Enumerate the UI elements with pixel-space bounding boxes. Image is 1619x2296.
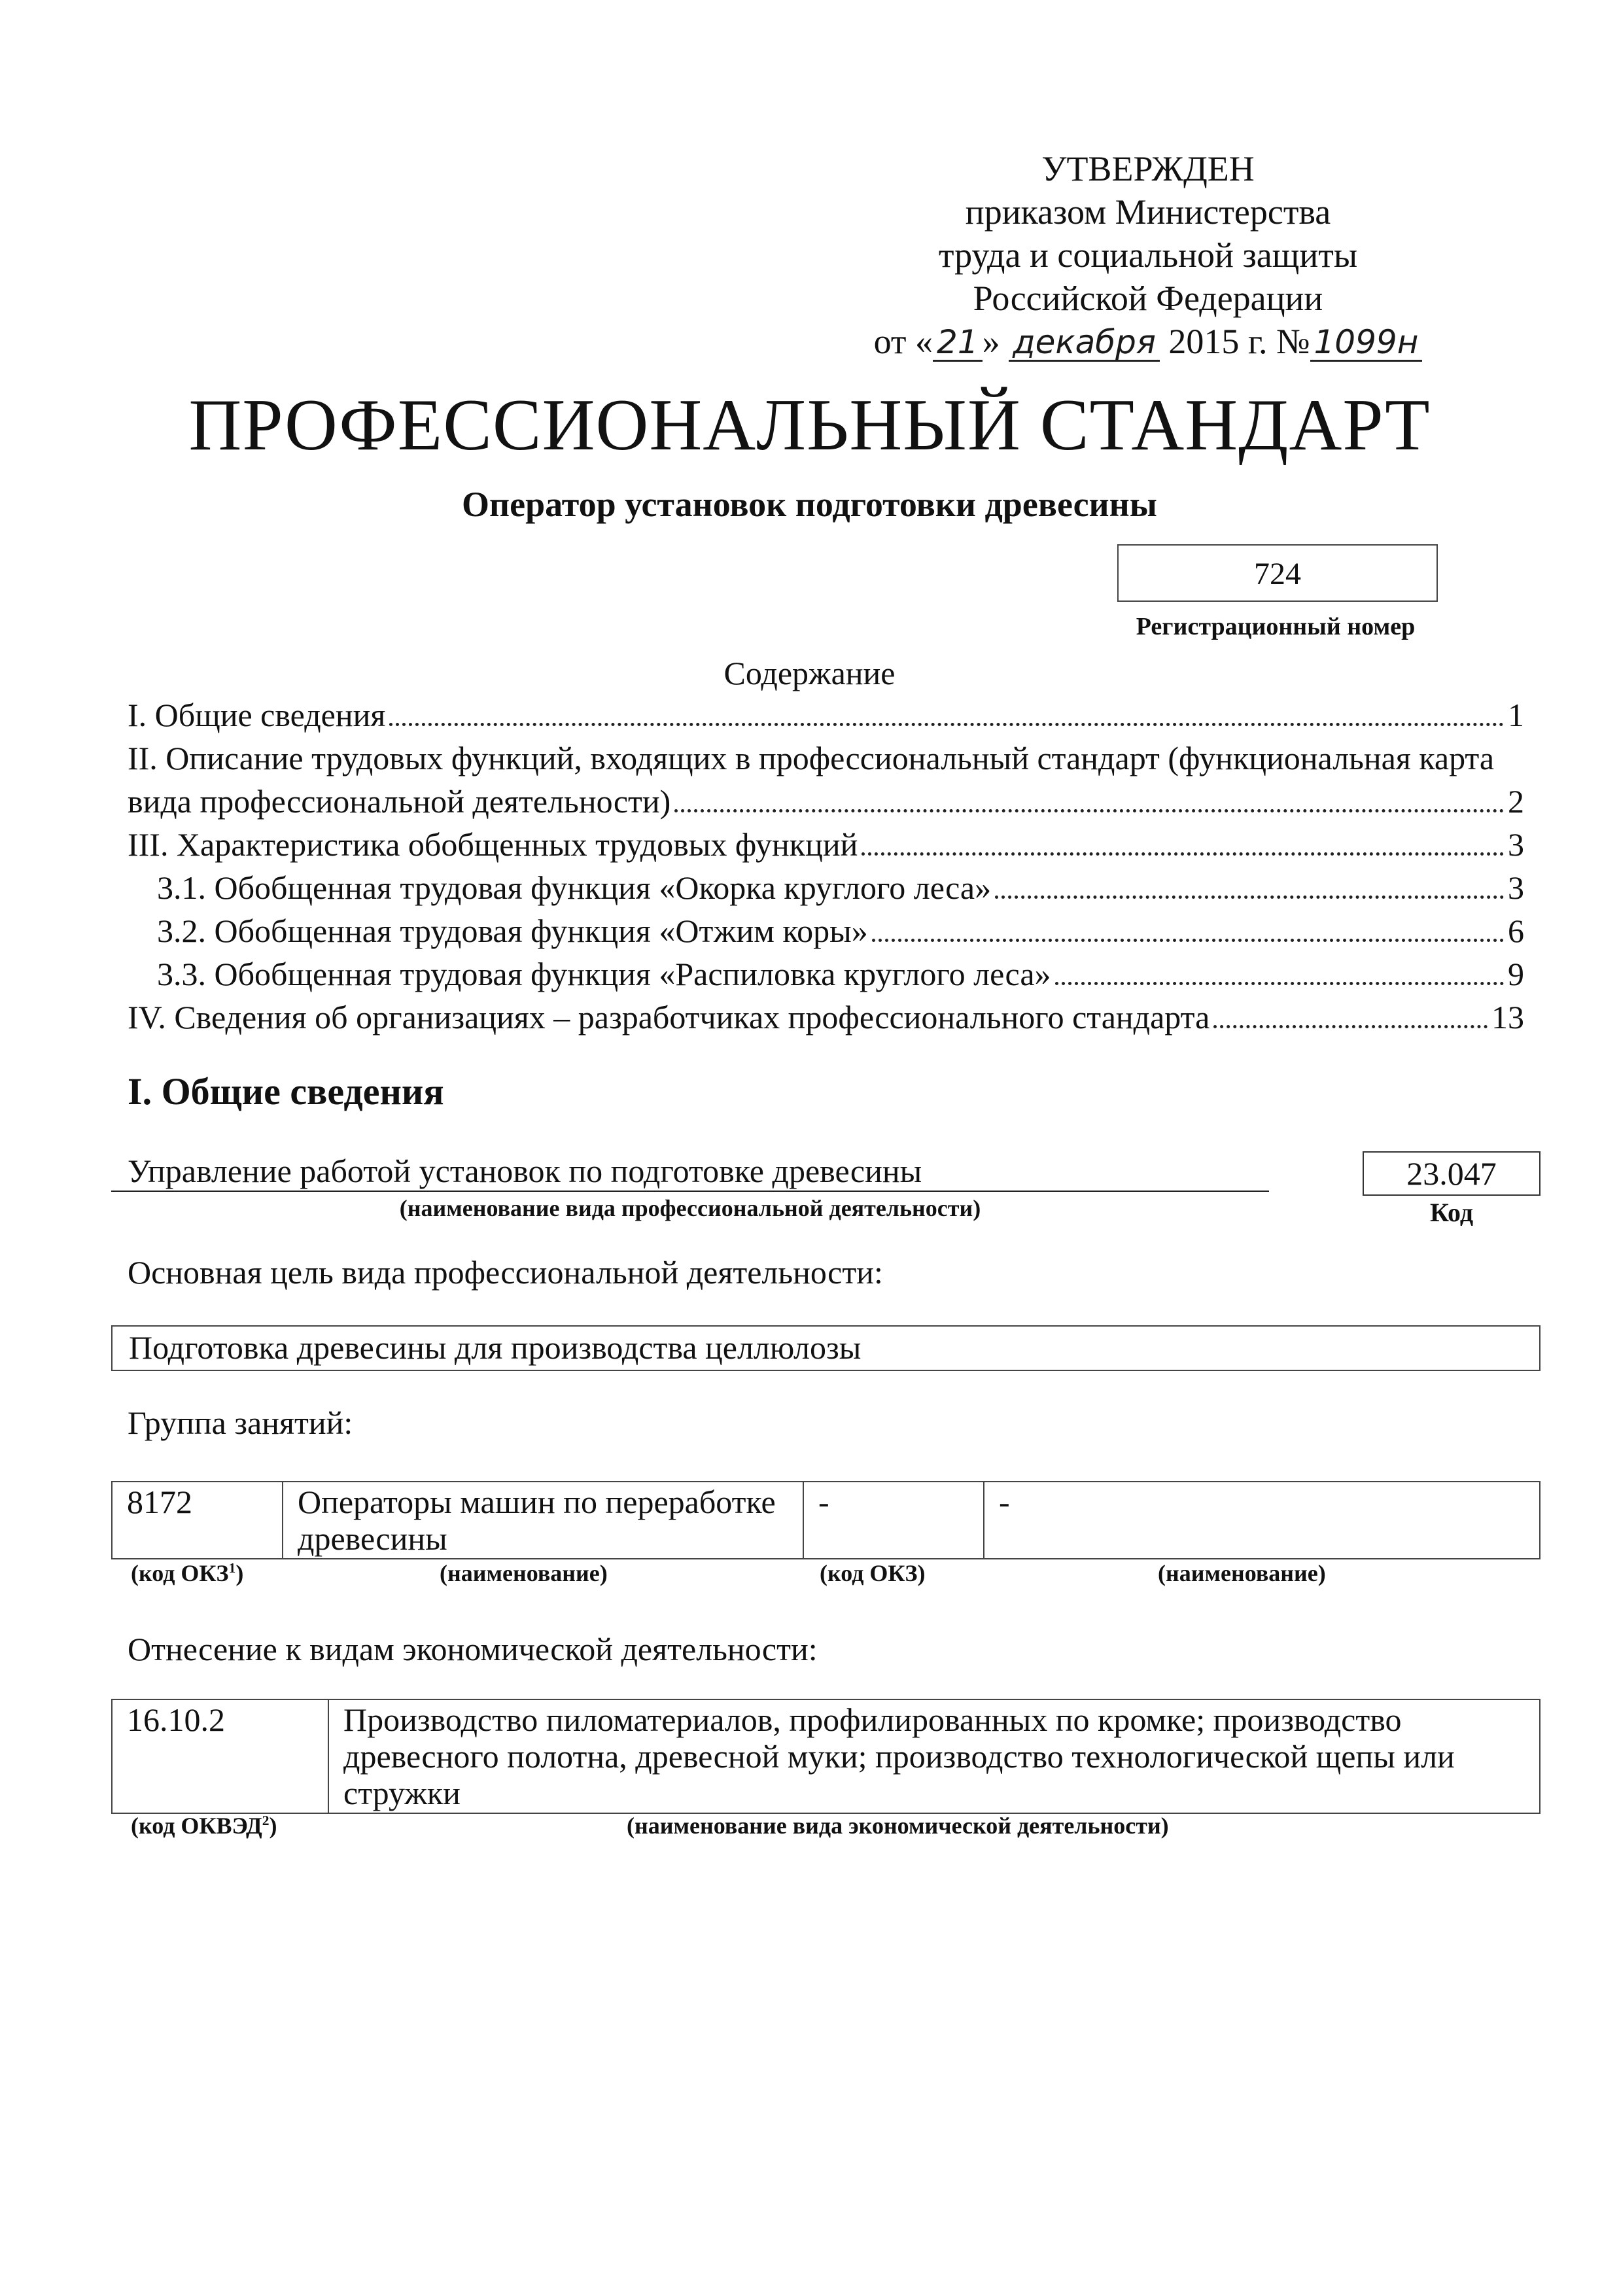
goal-box: Подготовка древесины для производства целлюлозы <box>111 1325 1541 1371</box>
approval-line: УТВЕРЖДЕН <box>1041 149 1255 188</box>
cell-line: древесного полотна, древесной муки; производство технологической щепы или <box>343 1738 1455 1775</box>
toc-item-page: 1 <box>1508 697 1524 733</box>
okz-name-cell <box>283 1482 803 1559</box>
table-of-contents <box>128 693 1524 1039</box>
order-date-line <box>854 320 1442 363</box>
goal-label: Основная цель вида профессиональной деятельности: <box>128 1254 883 1291</box>
toc-item-text: 3.1. Обобщенная трудовая функция «Окорка круглого леса» <box>157 869 992 906</box>
activity-type-name: Управление работой установок по подготовке древесины <box>111 1151 1269 1192</box>
okved-name-cell <box>328 1699 1540 1813</box>
handwritten-order-number: 1099н <box>1310 324 1423 362</box>
toc-item-text: вида профессиональной деятельности) <box>128 783 671 820</box>
groups-label: Группа занятий: <box>128 1404 353 1441</box>
toc-item-text: IV. Сведения об организациях – разработчиках профессионального стандарта <box>128 999 1210 1035</box>
occupation-groups-table <box>111 1481 1541 1559</box>
okved-label: Отнесение к видам экономической деятельности: <box>128 1631 818 1667</box>
toc-item-text: I. Общие сведения <box>128 697 386 733</box>
toc-leader-dots <box>674 809 1504 812</box>
toc-item-page: 3 <box>1508 869 1524 906</box>
handwritten-day: 21 <box>933 324 983 362</box>
okz-code-cell: 8172 <box>112 1482 283 1559</box>
okved-name-caption: (наименование вида экономической деятельности) <box>627 1813 1169 1839</box>
activity-type-caption: (наименование вида профессиональной деятельности) <box>399 1195 981 1221</box>
okz-name-cell: - <box>984 1482 1540 1559</box>
okz-code-cell: - <box>803 1482 984 1559</box>
okz-name-caption: (наименование) <box>440 1560 608 1586</box>
okz-code-caption: (код ОКЗ) <box>820 1560 926 1586</box>
section-heading: I. Общие сведения <box>128 1070 444 1113</box>
toc-item[interactable] <box>128 952 1524 996</box>
approval-line: приказом Министерства <box>965 192 1331 232</box>
toc-item-text: III. Характеристика обобщенных трудовых функций <box>128 826 858 863</box>
toc-item-text: II. Описание трудовых функций, входящих в профессиональный стандарт (функциональная карта <box>128 740 1495 776</box>
okz-name-caption: (наименование) <box>1158 1560 1326 1586</box>
toc-item-text: 3.3. Обобщенная трудовая функция «Распиловка круглого леса» <box>157 956 1051 992</box>
toc-leader-dots <box>862 852 1504 856</box>
handwritten-month: декабря <box>1009 324 1160 362</box>
date-mid: » <box>982 322 1000 361</box>
toc-leader-dots <box>872 939 1504 942</box>
document-subtitle: Оператор установок подготовки древесины <box>462 485 1157 524</box>
toc-item-page: 6 <box>1508 913 1524 949</box>
cell-line: древесины <box>298 1520 447 1557</box>
date-prefix: от « <box>873 322 933 361</box>
toc-item-page: 13 <box>1491 999 1524 1035</box>
toc-item-text: 3.2. Обобщенная трудовая функция «Отжим коры» <box>157 913 868 949</box>
okz-code-caption: (код ОКЗ$^1$) <box>131 1560 244 1586</box>
toc-title: Содержание <box>723 655 896 691</box>
toc-leader-dots <box>1055 982 1504 985</box>
toc-item[interactable] <box>128 737 1524 823</box>
approval-line: Российской Федерации <box>973 279 1323 318</box>
toc-leader-dots <box>995 896 1504 899</box>
toc-leader-dots <box>1213 1025 1488 1028</box>
okved-table <box>111 1699 1541 1814</box>
cell-line: стружки <box>343 1775 461 1811</box>
activity-code-caption: Код <box>1429 1198 1474 1227</box>
toc-item-page: 3 <box>1508 826 1524 863</box>
okved-code-cell: 16.10.2 <box>112 1699 328 1813</box>
toc-leader-dots <box>389 723 1504 726</box>
okved-code-caption: (код ОКВЭД$^2$) <box>131 1813 277 1839</box>
date-year: 2015 г. № <box>1168 322 1310 361</box>
toc-item[interactable] <box>128 693 1524 737</box>
approval-block <box>854 147 1442 363</box>
table-row <box>112 1482 1540 1559</box>
registration-number-box: 724 <box>1117 544 1438 602</box>
document-title: ПРОФЕССИОНАЛЬНЫЙ СТАНДАРТ <box>188 385 1431 466</box>
registration-caption: Регистрационный номер <box>1136 613 1416 640</box>
activity-code-box: 23.047 <box>1363 1151 1541 1196</box>
cell-line: Производство пиломатериалов, профилированных по кромке; производство <box>343 1701 1402 1738</box>
toc-item-page: 2 <box>1508 783 1524 820</box>
toc-item[interactable] <box>128 996 1524 1039</box>
approval-line: труда и социальной защиты <box>938 235 1358 275</box>
toc-item[interactable] <box>128 866 1524 909</box>
toc-item-page: 9 <box>1508 956 1524 992</box>
toc-item[interactable] <box>128 823 1524 866</box>
cell-line: Операторы машин по переработке <box>298 1484 776 1520</box>
toc-item[interactable] <box>128 909 1524 952</box>
table-row <box>112 1699 1540 1813</box>
